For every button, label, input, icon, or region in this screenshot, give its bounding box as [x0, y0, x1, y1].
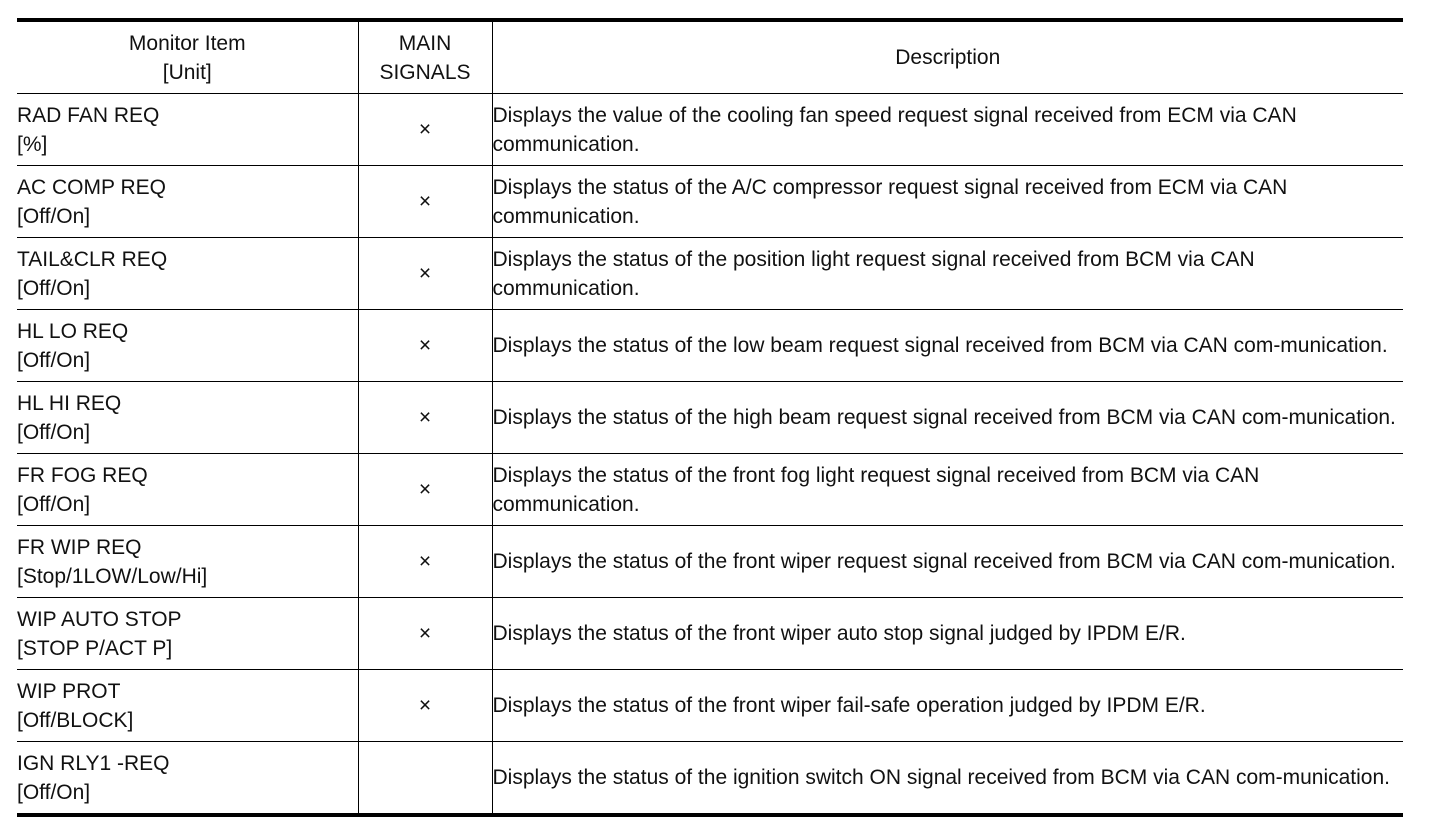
monitor-item-cell — [17, 454, 358, 526]
table-row — [17, 310, 1403, 382]
header-monitor-item — [17, 20, 358, 94]
monitor-item-name: AC COMP REQ — [17, 175, 166, 199]
monitor-item-cell — [17, 670, 358, 742]
monitor-item-unit: [Off/On] — [17, 492, 91, 516]
monitor-item-name: RAD FAN REQ — [17, 103, 160, 127]
description-cell: Displays the status of the front wiper request signal received from BCM via CAN com-munication. — [492, 526, 1403, 598]
monitor-item-cell — [17, 94, 358, 166]
table-row — [17, 742, 1403, 816]
monitor-item-unit: [Stop/1LOW/Low/Hi] — [17, 564, 208, 588]
table-row — [17, 94, 1403, 166]
table-row — [17, 382, 1403, 454]
table-row — [17, 238, 1403, 310]
monitor-item-cell — [17, 238, 358, 310]
monitor-item-name: FR FOG REQ — [17, 463, 148, 487]
monitor-item-cell — [17, 382, 358, 454]
table-row — [17, 166, 1403, 238]
description-cell: Displays the status of the ignition switch ON signal received from BCM via CAN com-munication. — [492, 742, 1403, 816]
main-signal-mark: × — [358, 526, 492, 598]
monitor-item-unit: [%] — [17, 132, 48, 156]
main-signal-mark: × — [358, 382, 492, 454]
monitor-item-unit: [STOP P/ACT P] — [17, 636, 173, 660]
monitor-item-unit: [Off/On] — [17, 780, 91, 804]
header-main-signals — [358, 20, 492, 94]
monitor-item-cell — [17, 598, 358, 670]
header-monitor-item-label: Monitor Item — [128, 31, 246, 55]
monitor-item-unit: [Off/On] — [17, 276, 91, 300]
header-unit-label: [Unit] — [162, 60, 212, 84]
main-signal-mark: × — [358, 94, 492, 166]
header-signals-label: SIGNALS — [379, 60, 471, 84]
description-cell: Displays the status of the high beam request signal received from BCM via CAN com-munication. — [492, 382, 1403, 454]
monitor-item-unit: [Off/BLOCK] — [17, 708, 134, 732]
monitor-item-document — [17, 18, 1403, 817]
description-cell: Displays the status of the front fog light request signal received from BCM via CAN communication. — [492, 454, 1403, 526]
description-cell: Displays the status of the front wiper auto stop signal judged by IPDM E/R. — [492, 598, 1403, 670]
header-main-label: MAIN — [398, 31, 452, 55]
monitor-item-name: TAIL&CLR REQ — [17, 247, 168, 271]
monitor-item-name: IGN RLY1 -REQ — [17, 751, 170, 775]
monitor-item-cell — [17, 526, 358, 598]
monitor-item-name: WIP PROT — [17, 679, 121, 703]
main-signal-mark: × — [358, 166, 492, 238]
table-row — [17, 526, 1403, 598]
description-cell: Displays the status of the front wiper fail-safe operation judged by IPDM E/R. — [492, 670, 1403, 742]
header-description: Description — [492, 20, 1403, 94]
main-signal-mark: × — [358, 454, 492, 526]
main-signal-mark: × — [358, 670, 492, 742]
description-cell: Displays the status of the position light request signal received from BCM via CAN communication. — [492, 238, 1403, 310]
monitor-item-name: HL LO REQ — [17, 319, 129, 343]
monitor-item-unit: [Off/On] — [17, 204, 91, 228]
main-signal-mark — [358, 742, 492, 816]
monitor-item-name: HL HI REQ — [17, 391, 122, 415]
description-cell: Displays the status of the A/C compressor request signal received from ECM via CAN communication. — [492, 166, 1403, 238]
description-cell: Displays the status of the low beam request signal received from BCM via CAN com-munication. — [492, 310, 1403, 382]
table-row — [17, 598, 1403, 670]
monitor-item-name: FR WIP REQ — [17, 535, 142, 559]
monitor-item-cell — [17, 166, 358, 238]
main-signal-mark: × — [358, 238, 492, 310]
main-signal-mark: × — [358, 310, 492, 382]
table-header-row — [17, 20, 1403, 94]
monitor-item-cell — [17, 742, 358, 816]
table-row — [17, 454, 1403, 526]
monitor-item-name: WIP AUTO STOP — [17, 607, 182, 631]
monitor-item-unit: [Off/On] — [17, 420, 91, 444]
monitor-item-table — [17, 18, 1403, 817]
table-row — [17, 670, 1403, 742]
monitor-item-cell — [17, 310, 358, 382]
description-cell: Displays the value of the cooling fan speed request signal received from ECM via CAN communication. — [492, 94, 1403, 166]
main-signal-mark: × — [358, 598, 492, 670]
monitor-item-unit: [Off/On] — [17, 348, 91, 372]
